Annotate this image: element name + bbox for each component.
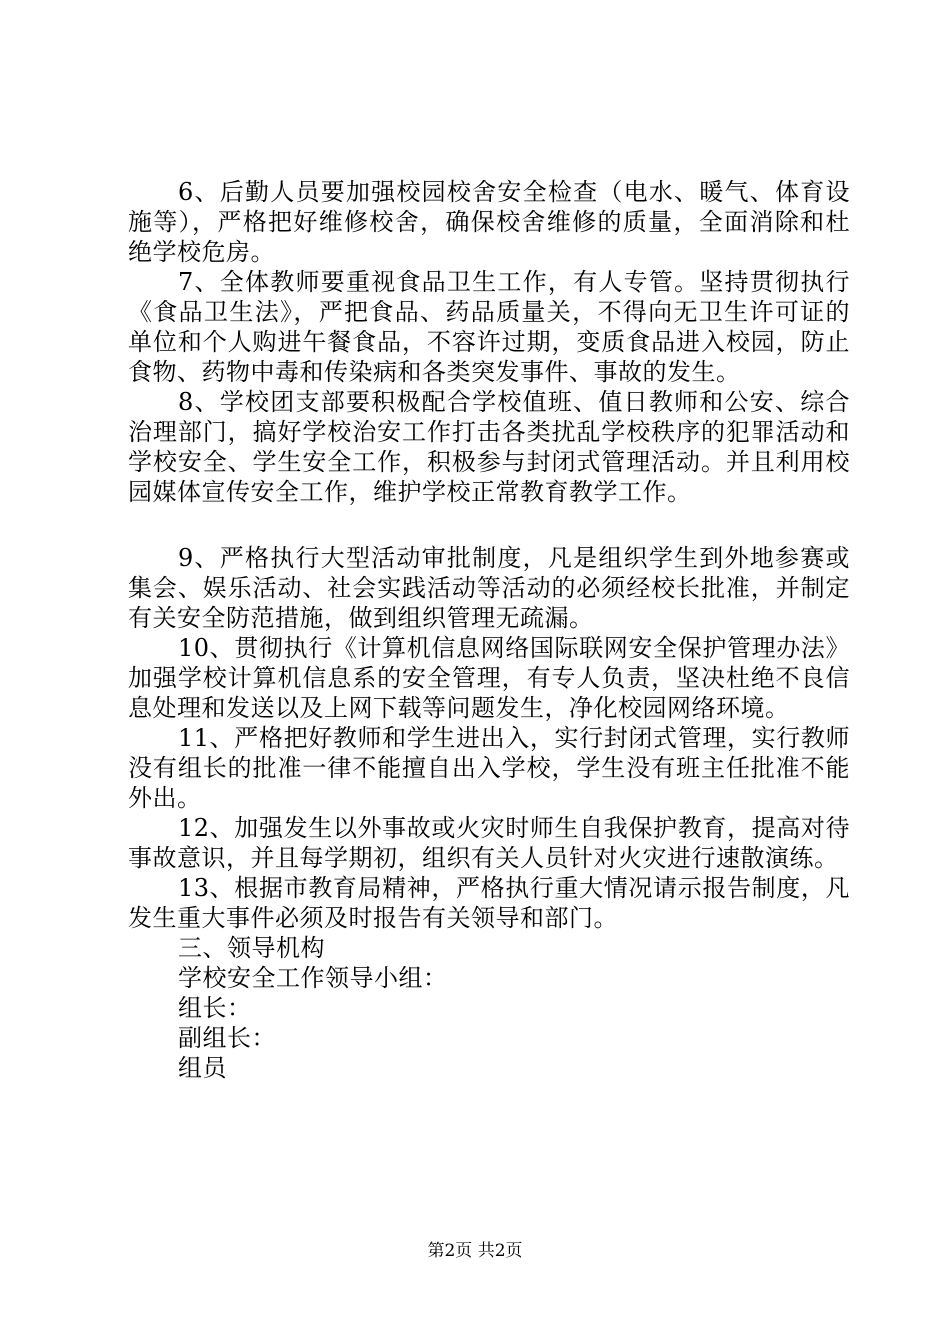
deputy-leader-line: 副组长： bbox=[178, 1024, 276, 1052]
group-leader-line: 组长： bbox=[178, 994, 252, 1022]
paragraph-13: 13、根据市教育局精神，严格执行重大情况请示报告制度，凡发生重大事件必须及时报告有关领导和部门。 bbox=[128, 874, 850, 932]
leadership-group-title: 学校安全工作领导小组： bbox=[178, 964, 448, 992]
document-body bbox=[128, 177, 850, 1083]
page-number-footer: 第2页 共2页 bbox=[427, 1241, 523, 1261]
paragraph-10: 10、贯彻执行《计算机信息网络国际联网安全保护管理办法》加强学校计算机信息系的安全管理，有专人负责，坚决杜绝不良信息处理和发送以及上网下载等问题发生，净化校园网络环境。 bbox=[128, 634, 850, 722]
paragraph-7: 7、全体教师要重视食品卫生工作，有人专管。坚持贯彻执行《食品卫生法》，严把食品、药品质量关，不得向无卫生许可证的单位和个人购进午餐食品，不容许过期，变质食品进入校园，防止食物、药物中毒和传染病和各类突发事件、事故的发生。 bbox=[128, 268, 850, 386]
paragraph-9: 9、严格执行大型活动审批制度，凡是组织学生到外地参赛或集会、娱乐活动、社会实践活动等活动的必须经校长批准，并制定有关安全防范措施，做到组织管理无疏漏。 bbox=[128, 544, 850, 632]
paragraph-11: 11、严格把好教师和学生进出入，实行封闭式管理，实行教师没有组长的批准一律不能擅自出入学校，学生没有班主任批准不能外出。 bbox=[128, 724, 850, 812]
paragraph-8: 8、学校团支部要积极配合学校值班、值日教师和公安、综合治理部门，搞好学校治安工作打击各类扰乱学校秩序的犯罪活动和学校安全、学生安全工作，积极参与封闭式管理活动。并且利用校园媒体宣传安全工作，维护学校正常教育教学工作。 bbox=[128, 388, 850, 506]
section-heading-leadership: 三、领导机构 bbox=[178, 934, 325, 962]
paragraph-12: 12、加强发生以外事故或火灾时师生自我保护教育，提高对待事故意识，并且每学期初，组织有关人员针对火灾进行速散演练。 bbox=[128, 814, 850, 872]
paragraph-6: 6、后勤人员要加强校园校舍安全检查（电水、暖气、体育设施等），严格把好维修校舍，确保校舍维修的质量，全面消除和杜绝学校危房。 bbox=[128, 178, 850, 266]
members-line: 组员 bbox=[178, 1054, 227, 1082]
